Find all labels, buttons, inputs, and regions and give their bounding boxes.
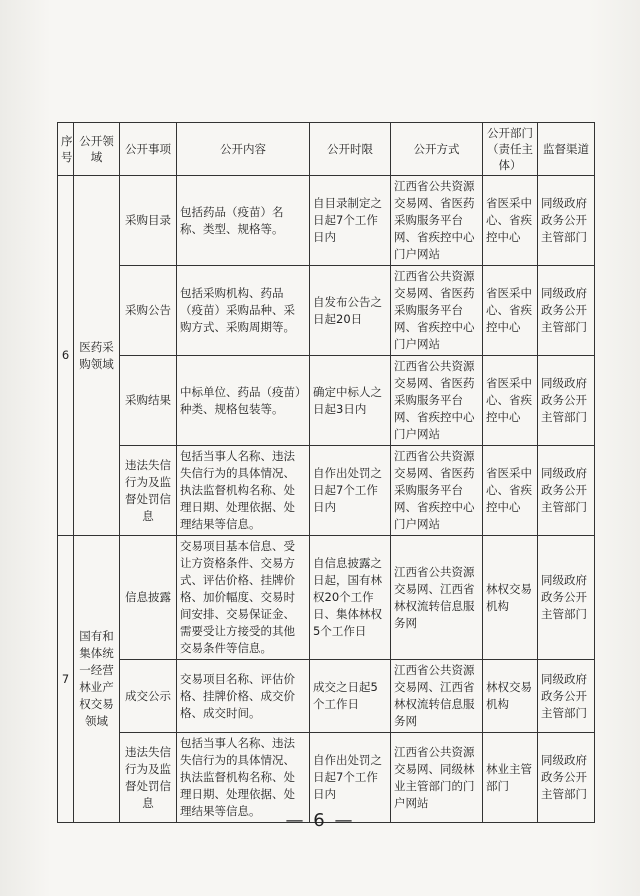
row-content: 交易项目名称、评估价格、挂牌价格、成交价格、成交时间。	[177, 660, 310, 733]
row-item: 成交公示	[120, 660, 177, 733]
row-method: 江西省公共资源交易网、江西省林权流转信息服务网	[391, 660, 483, 733]
group-field: 医药采购领域	[74, 176, 120, 536]
row-channel: 同级政府政务公开主管部门	[538, 660, 595, 733]
header-content: 公开内容	[177, 123, 310, 176]
header-field: 公开领域	[74, 123, 120, 176]
table-row	[58, 356, 595, 446]
row-dept: 林权交易机构	[483, 660, 538, 733]
header-dept: 公开部门（责任主体）	[483, 123, 538, 176]
row-channel: 同级政府政务公开主管部门	[538, 266, 595, 356]
row-content: 包括药品（疫苗）名称、类型、规格等。	[177, 176, 310, 266]
row-dept: 省医采中心、省疾控中心	[483, 176, 538, 266]
row-time: 自目录制定之日起7个工作日内	[310, 176, 391, 266]
row-method: 江西省公共资源交易网、江西省林权流转信息服务网	[391, 536, 483, 660]
row-method: 江西省公共资源交易网、同级林业主管部门的门户网站	[391, 733, 483, 823]
row-dept: 林业主管部门	[483, 733, 538, 823]
table-header-row	[58, 123, 595, 176]
row-item: 采购结果	[120, 356, 177, 446]
page-number: — 6 —	[285, 810, 355, 831]
row-method: 江西省公共资源交易网、省医药采购服务平台网、省疾控中心门户网站	[391, 356, 483, 446]
row-time: 自发布公告之日起20日	[310, 266, 391, 356]
table-row	[58, 733, 595, 823]
table-row	[58, 536, 595, 660]
row-content: 包括当事人名称、违法失信行为的具体情况、执法监督机构名称、处理日期、处理依据、处理结果等信息。	[177, 733, 310, 823]
row-item: 采购目录	[120, 176, 177, 266]
group-number: 7	[58, 536, 74, 823]
row-method: 江西省公共资源交易网、省医药采购服务平台网、省疾控中心门户网站	[391, 446, 483, 536]
row-item: 信息披露	[120, 536, 177, 660]
row-dept: 省医采中心、省疾控中心	[483, 356, 538, 446]
row-channel: 同级政府政务公开主管部门	[538, 356, 595, 446]
disclosure-table	[57, 122, 595, 823]
row-time: 成交之日起5个工作日	[310, 660, 391, 733]
row-channel: 同级政府政务公开主管部门	[538, 536, 595, 660]
table-row	[58, 176, 595, 266]
row-dept: 林权交易机构	[483, 536, 538, 660]
header-channel: 监督渠道	[538, 123, 595, 176]
header-time: 公开时限	[310, 123, 391, 176]
row-content: 包括当事人名称、违法失信行为的具体情况、执法监督机构名称、处理日期、处理依据、处理结果等信息。	[177, 446, 310, 536]
row-method: 江西省公共资源交易网、省医药采购服务平台网、省疾控中心门户网站	[391, 176, 483, 266]
row-dept: 省医采中心、省疾控中心	[483, 266, 538, 356]
table-row	[58, 446, 595, 536]
row-time: 自信息披露之日起，国有林权20个工作日、集体林权5个工作日	[310, 536, 391, 660]
row-content: 中标单位、药品（疫苗）种类、规格包装等。	[177, 356, 310, 446]
group-field: 国有和集体统一经营林业产权交易领域	[74, 536, 120, 823]
row-channel: 同级政府政务公开主管部门	[538, 733, 595, 823]
row-time: 自作出处罚之日起7个工作日内	[310, 446, 391, 536]
row-channel: 同级政府政务公开主管部门	[538, 176, 595, 266]
row-time: 确定中标人之日起3日内	[310, 356, 391, 446]
header-item: 公开事项	[120, 123, 177, 176]
table-row	[58, 660, 595, 733]
table-row	[58, 266, 595, 356]
row-content: 交易项目基本信息、受让方资格条件、交易方式、评估价格、挂牌价格、加价幅度、交易时间安排、交易保证金、需要受让方接受的其他交易条件等信息。	[177, 536, 310, 660]
row-method: 江西省公共资源交易网、省医药采购服务平台网、省疾控中心门户网站	[391, 266, 483, 356]
header-no: 序号	[58, 123, 74, 176]
header-method: 公开方式	[391, 123, 483, 176]
group-number: 6	[58, 176, 74, 536]
row-dept: 省医采中心、省疾控中心	[483, 446, 538, 536]
row-item: 违法失信行为及监督处罚信息	[120, 733, 177, 823]
row-channel: 同级政府政务公开主管部门	[538, 446, 595, 536]
row-item: 违法失信行为及监督处罚信息	[120, 446, 177, 536]
row-time: 自作出处罚之日起7个工作日内	[310, 733, 391, 823]
row-item: 采购公告	[120, 266, 177, 356]
row-content: 包括采购机构、药品（疫苗）采购品种、采购方式、采购周期等。	[177, 266, 310, 356]
